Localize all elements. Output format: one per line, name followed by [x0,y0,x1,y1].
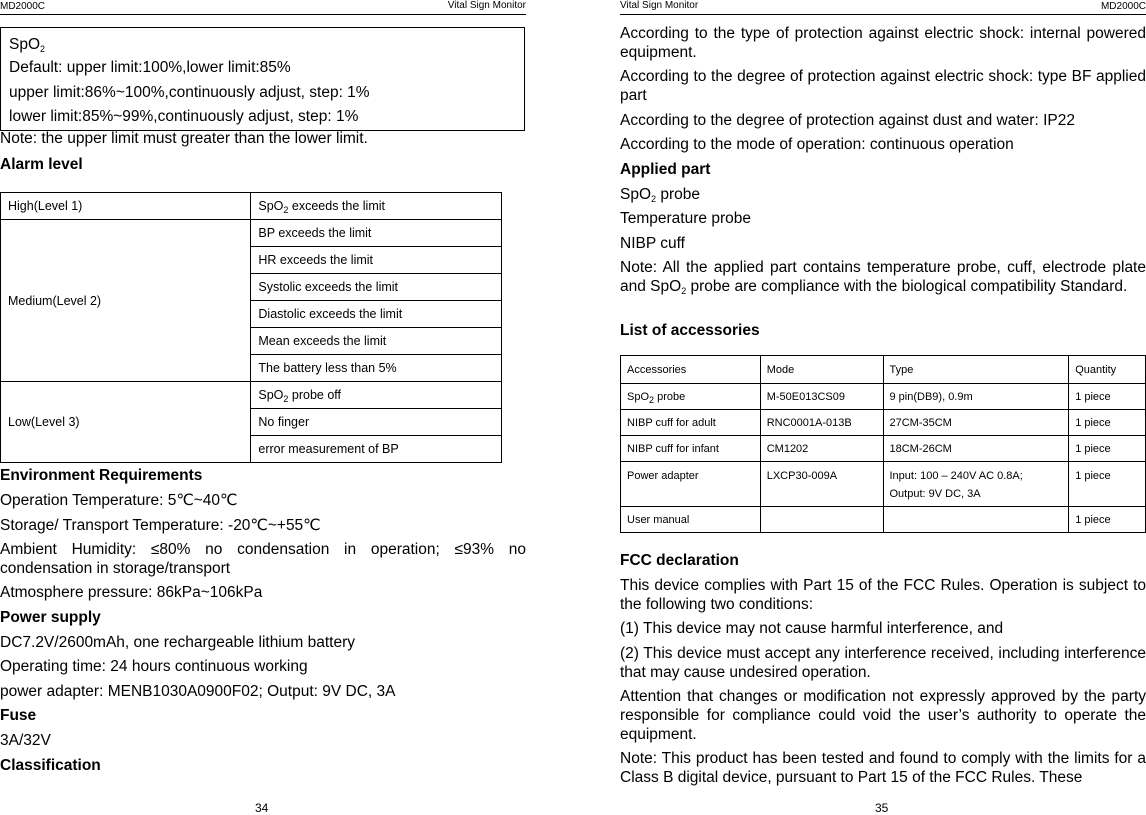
table-row [621,462,1146,507]
table-row [621,384,1146,410]
fcc-paragraph-4: Attention that changes or modification not expressly approved by the party responsible for compliance could void the user’s authority to operate the equipment. [620,688,1146,743]
table-cell: 1 piece [1069,384,1146,410]
power-supply-heading: Power supply [0,609,101,626]
table-cell: error measurement of BP [251,436,502,463]
applied-part-heading: Applied part [620,161,711,178]
table-cell: LXCP30-009A [760,462,883,507]
applied-spo2-probe: SpO$_2$ probe [620,186,700,204]
header-title: Vital Sign Monitor [620,0,699,11]
spo2-upper-line: upper limit:86%~100%,continuously adjust, step: 1% [9,84,370,101]
power-adapter: power adapter: MENB1030A0900F02; Output: 9V DC, 3A [0,683,396,700]
spo2-limits-box [0,27,525,131]
table-cell: Power adapter [621,462,761,507]
column-header: Mode [760,356,883,384]
level-medium: Medium(Level 2) [1,220,251,382]
table-cell: 1 piece [1069,507,1146,533]
class-shock-degree: According to the degree of protection against electric shock: type BF applied part [620,68,1146,104]
table-cell: 1 piece [1069,436,1146,462]
fcc-paragraph-5: Note: This product has been tested and found to comply with the limits for a Class B digital device, pursuant to Part 15 of the FCC Rules. These [620,750,1146,786]
storage-temperature: Storage/ Transport Temperature: -20℃~+55℃ [0,517,321,534]
table-row [1,220,502,247]
class-dust-water: According to the degree of protection against dust and water: IP22 [620,112,1075,129]
page-header [0,0,526,15]
page-number: 34 [255,801,269,815]
classification-heading: Classification [0,757,101,774]
table-cell: 27CM-35CM [883,410,1069,436]
table-row [621,507,1146,533]
table-cell: Input: 100 – 240V AC 0.8A; Output: 9V DC, 3A [883,462,1069,507]
alarm-level-heading: Alarm level [0,156,83,173]
table-cell: The battery less than 5% [251,355,502,382]
table-cell: BP exceeds the limit [251,220,502,247]
column-header: Type [883,356,1069,384]
table-cell: NIBP cuff for infant [621,436,761,462]
table-cell: M-50E013CS09 [760,384,883,410]
accessories-heading: List of accessories [620,322,760,339]
table-cell: 1 piece [1069,410,1146,436]
operation-temperature: Operation Temperature: 5℃~40℃ [0,492,238,509]
table-cell: HR exceeds the limit [251,247,502,274]
applied-temperature-probe: Temperature probe [620,210,751,227]
spo2-lower-line: lower limit:85%~99%,continuously adjust, step: 1% [9,108,359,125]
right-page [620,0,1146,813]
header-model: MD2000C [0,1,46,12]
fuse-heading: Fuse [0,707,37,724]
table-row [621,410,1146,436]
fcc-heading: FCC declaration [620,552,739,569]
table-cell: User manual [621,507,761,533]
fcc-paragraph-2: (1) This device may not cause harmful interference, and [620,620,1004,637]
atmosphere-pressure: Atmosphere pressure: 86kPa~106kPa [0,584,263,601]
table-row [621,436,1146,462]
table-cell: Diastolic exceeds the limit [251,301,502,328]
power-battery: DC7.2V/2600mAh, one rechargeable lithium battery [0,634,355,651]
header-title: Vital Sign Monitor [447,0,526,11]
table-row [1,382,502,409]
fcc-paragraph-3: (2) This device must accept any interference received, including interference that may cause undesired operation. [620,645,1146,681]
environment-heading: Environment Requirements [0,467,203,484]
class-operation-mode: According to the mode of operation: continuous operation [620,136,1014,153]
limit-note: Note: the upper limit must greater than the lower limit. [0,130,368,147]
accessories-table [620,355,1146,533]
ambient-humidity: Ambient Humidity: ≤80% no condensation in operation; ≤93% no condensation in storage/transport [0,541,526,577]
table-cell: NIBP cuff for adult [621,410,761,436]
table-cell: No finger [251,409,502,436]
table-cell: SpO$_2$ exceeds the limit [251,193,502,220]
table-cell: RNC0001A-013B [760,410,883,436]
table-cell: Mean exceeds the limit [251,328,502,355]
fuse-value: 3A/32V [0,732,51,749]
page-header [620,0,1146,15]
table-cell: SpO$_2$ probe [621,384,761,410]
applied-part-note: Note: All the applied part contains temperature probe, cuff, electrode plate and SpO$_2$ probe are compliance with the biological compatibility Standard. [620,259,1146,296]
alarm-level-table [0,192,502,463]
column-header: Quantity [1069,356,1146,384]
page-number: 35 [875,801,889,815]
table-cell [760,507,883,533]
fcc-paragraph-1: This device complies with Part 15 of the FCC Rules. Operation is subject to the following two conditions: [620,577,1146,613]
header-model: MD2000C [1100,1,1146,12]
spo2-default-line: Default: upper limit:100%,lower limit:85% [9,59,291,76]
table-row [1,193,502,220]
applied-nibp-cuff: NIBP cuff [620,235,685,252]
spo2-box-title: SpO$_2$ [9,36,46,54]
table-cell: 18CM-26CM [883,436,1069,462]
table-cell: CM1202 [760,436,883,462]
table-cell [883,507,1069,533]
table-header-row [621,356,1146,384]
table-cell: SpO$_2$ probe off [251,382,502,409]
left-page [0,0,526,813]
level-high: High(Level 1) [1,193,251,220]
column-header: Accessories [621,356,761,384]
table-cell: Systolic exceeds the limit [251,274,502,301]
level-low: Low(Level 3) [1,382,251,463]
power-operating-time: Operating time: 24 hours continuous working [0,658,308,675]
class-shock-type: According to the type of protection against electric shock: internal powered equipment. [620,25,1146,61]
table-cell: 1 piece [1069,462,1146,507]
table-cell: 9 pin(DB9), 0.9m [883,384,1069,410]
